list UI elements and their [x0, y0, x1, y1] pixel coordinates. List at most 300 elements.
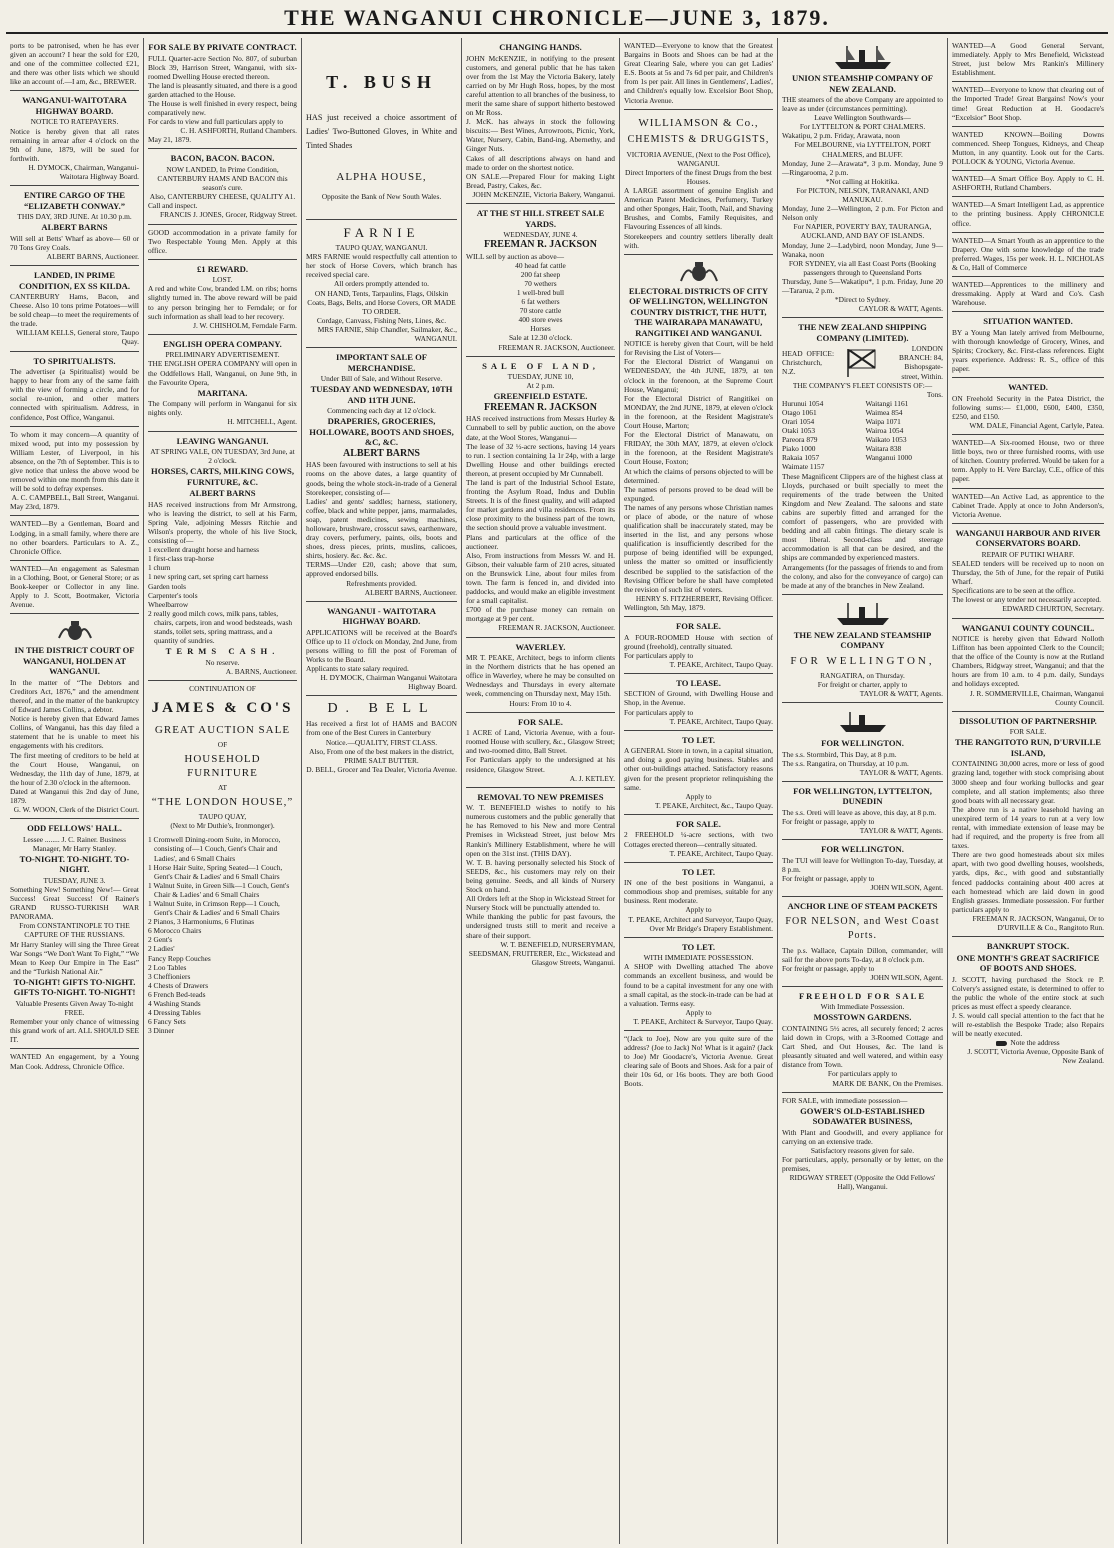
ad-text-4: Plans and particulars at the office of the auctioneer. — [466, 532, 615, 551]
ad-heading: IN THE DISTRICT COURT OF WANGANUI, HOLDEN AT WANGANUI. — [14, 645, 135, 677]
ad-text-4: Valuable Presents Given Away To-night FREE. — [15, 998, 134, 1018]
ad-mosstown-gardens — [782, 987, 943, 1093]
ad-text-5: At which the claims of persons objected to will be determined. — [624, 466, 773, 485]
ad-to-lease — [624, 674, 773, 731]
ad-heading: TO LET. — [681, 866, 716, 877]
ad-heading: CONTINUATION OF — [189, 683, 256, 693]
ad-text: WANTED—An engagement as Salesman in a Clothing, Boot, or General Store; or as Book-keeper or Collector in any line. Apply to J. Scott, Bootmaker, Victoria Avenue. — [10, 563, 139, 610]
ad-heading: SITUATION WANTED. — [983, 316, 1073, 327]
ad-heading: WAVERLEY. — [515, 641, 566, 652]
ad-heading: DISSOLUTION OF PARTNERSHIP. — [959, 715, 1097, 726]
ad-london-house: “THE LONDON HOUSE,” — [151, 796, 294, 809]
ad-note-text: Note the address — [1010, 1038, 1060, 1048]
ad-firm-name: WILLIAMSON & Co., — [638, 116, 759, 129]
ad-text-3: There are two good homesteads about six miles apart, with two good dwelling houses, woolsheds, yards, dips, &c., with good and substantially fenced paddocks containing about 400 acres at each homestead which are laid down in good English grasses. Immediate possession. For further particulars apply to — [952, 850, 1104, 914]
ad-heading: ENGLISH OPERA COMPANY. — [163, 338, 282, 349]
ad-text: GOOD accommodation in a private family for Two Respectable Young Men. Apply at this office. — [148, 227, 297, 255]
list-item: 6 Fancy Sets — [148, 1017, 186, 1027]
ad-signature: W. T. BENEFIELD, NURSERYMAN, SEEDSMAN, FRUITERER, Etc., Wickstead and Glasgow Streets, Wanganui. — [468, 939, 615, 967]
ad-note-2: *Direct to Sydney. — [834, 295, 891, 305]
ad-text: A red and white Cow, branded LM. on ribs; horns slightly turned in. The above reward will be paid to any person bringing her to Ferndale; or for such information as shall lead to her recovery. — [148, 284, 297, 321]
ad-merchandise — [306, 348, 457, 602]
ad-signature: H. DYMOCK, Chairman, Wanganui-Waitotara Highway Board. — [28, 162, 139, 182]
ad-heading: ODD FELLOWS' HALL. — [27, 823, 122, 834]
ad-text: WANTED—Apprentices to the millinery and dressmaking. Apply at Ward and Co's. Cash Warehouse. — [952, 279, 1104, 308]
ad-text: SEALED tenders will be received up to noon on Thursday, the 5th of June, for the repair of Putiki Wharf. — [952, 558, 1104, 587]
column-7 — [948, 38, 1108, 1544]
list-item: 6 French Bed-teads — [148, 989, 206, 999]
ad-text-6: The names of persons proved to be dead will be expunged. — [624, 484, 773, 503]
ad-firm-name: JAMES & CO'S — [151, 699, 294, 716]
ad-signature: CAYLOR & WATT, Agents. — [858, 304, 943, 314]
fleet-ship: Piako 1000 — [782, 444, 816, 454]
ad-heading: WANGANUI HARBOUR AND RIVER CONSERVATORS BOARD. — [955, 527, 1101, 549]
ad-printing-lad — [952, 197, 1104, 232]
ad-text-5: Also, From instructions from Messrs W. and H. Gibson, their valuable farm of 210 acres, situated on the Brunswick Line, about four miles from town. The farm is fenced in, and divided into paddocks, and would make an eligible investment for a small capitalist. — [466, 550, 615, 606]
ad-offices — [782, 344, 943, 380]
fleet-ship: Waitara 838 — [865, 444, 902, 454]
column-2 — [144, 38, 302, 1544]
ad-route-2: For MELBOURNE, via LYTTELTON, PORT CHALMERS, and BLUFF. — [794, 140, 931, 159]
ad-freehold-security — [952, 378, 1104, 435]
ad-text: The TUI will leave for Wellington To-day, Tuesday, at 8 p.m. — [782, 855, 943, 874]
ad-text-2: A LARGE assortment of genuine English and American Patent Medicines, Perfumery, Turkey and other Sponges, Hair, Tooth, Nail, and Shaving Brushes, and Combs, Family Requisites, and Flavouring Essences of all kinds. — [624, 186, 773, 232]
ad-heading: FOR SALE. — [676, 621, 721, 631]
ad-heading: FREEHOLD FOR SALE — [798, 990, 927, 1001]
ad-williamson — [624, 110, 773, 255]
ad-heading: WANGANUI-WAITOTARA HIGHWAY BOARD. — [22, 95, 127, 116]
list-item: 70 store cattle — [519, 306, 562, 316]
ad-subheading: HORSES, CARTS, MILKING COWS, FURNITURE, &C. — [151, 466, 294, 487]
ad-text-2: HAS been favoured with instructions to sell at his rooms on the above dates, a large quantity of goods, being the whole stock-in-trade of a General Storekeeper, consisting of— — [306, 460, 457, 497]
ad-acre-for-sale — [466, 713, 615, 788]
ad-union-steamship — [782, 38, 943, 318]
ad-signature: JOHN WILSON, Agent. — [870, 972, 943, 982]
ad-signature: MARK DE BANK, On the Premises. — [832, 1078, 943, 1088]
ad-date: TUESDAY, JUNE 10, — [507, 372, 574, 382]
ad-d-bell — [306, 696, 457, 778]
ad-auctioneer: ALBERT BARNS — [41, 222, 108, 233]
ad-subheading: WITH IMMEDIATE POSSESSION. — [643, 953, 754, 963]
ad-salesman — [10, 561, 139, 614]
fleet-table — [782, 399, 943, 472]
ad-signature: A. J. KETLEY. — [569, 773, 615, 783]
ad-text: A GENERAL Store in town, in a capital situation, and doing a good paying business. Stables and other out-buildings attached. Satisfactory reasons given for the present proprietor relinquishing the same. — [624, 746, 773, 792]
ad-firm-name: D. BELL — [327, 701, 436, 717]
ad-text-2: The above run is a native leasehold having an unexpired term of 14 years to run at a very low rental, with immediate extension of lease may be had if required, and the property is free from all taxes. — [952, 804, 1104, 851]
ad-text: The s.s. Oreti will leave as above, this day, at 8 p.m. — [782, 807, 937, 817]
ad-text: The p.s. Wallace, Captain Dillon, commander, will sail for the above ports To-day, at 8 o'clock p.m. — [782, 945, 943, 964]
fleet-ship: Pareora 879 — [782, 435, 818, 445]
ad-signature: ALBERT BARNS, Auctioneer. — [364, 587, 457, 597]
ad-bankrupt-stock — [952, 937, 1104, 1069]
ad-run-name: THE RANGITOTO RUN, D'URVILLE ISLAND, — [955, 737, 1101, 758]
ad-text-3: The land is part of the Industrial School Estate, fronting the Asylum Road, Indus and Dublin Streets. It is of the finest quality, and will adapted for market gardens and villa residences. From its close proximity to the business part of the town, the section should prove a valuable investment. — [466, 477, 615, 533]
list-item: 2 Gent's — [148, 935, 173, 945]
ad-removal — [466, 788, 615, 971]
columns — [6, 38, 1108, 1544]
ad-text-4: For particulars, apply, personally or by letter, on the premises, — [782, 1155, 943, 1174]
ad-office-boy — [952, 171, 1104, 197]
fleet-ship: Wanganui 1000 — [865, 453, 912, 463]
ad-signature: FREEMAN R. JACKSON, Auctioneer. — [498, 623, 615, 633]
list-item: 2 really good milch cows, milk pans, tables, chairs, carpets, iron and wood bedsteads, wash stands, toilet sets, spring mattrass, and a quantity of sundries. — [148, 608, 293, 646]
ad-text: WANTED—By a Gentleman, Board and Lodging, in a small family, where there are no other boarders. Particulars to A. Z., Chronicle Office. — [10, 519, 139, 556]
ad-text: MR T. PEAKE, Architect, begs to inform clients in the Northern districts that he has opened an office in Waverley, where he may be consulted on Wednesdays and Thursdays in every alternate week, commencing on Thursday next, May 15th. — [466, 653, 615, 699]
ad-sodawater — [782, 1093, 943, 1196]
list-item: Carpenter's tools — [148, 590, 198, 600]
ad-text: RANGATIRA, on Thursday. — [820, 670, 905, 680]
ad-spiritualists — [10, 352, 139, 427]
ad-signature: RIDGWAY STREET (Opposite the Odd Fellows' Hall), Wanganui. — [789, 1173, 936, 1192]
ad-changing-hands — [466, 38, 615, 204]
ad-text: A SHOP with Dwelling attached The above commands an excellent business, and would be found to be a capital investment for any one with a small capital, as the stock-in-trade can be had at a valuation. Terms easy. — [624, 962, 773, 1008]
list-item: Fancy Repp Couches — [148, 953, 211, 963]
ad-text-2: For particulars apply to — [827, 1069, 898, 1079]
ad-harbour-board — [952, 524, 1104, 619]
ad-destination: FOR NELSON, and West Coast Ports. — [785, 915, 940, 941]
ad-subheading: NOTICE TO RATEPAYERS. — [30, 117, 119, 127]
ad-text-3: Also, From one of the best makers in the district, PRIME SALT BUTTER. — [309, 746, 454, 765]
ad-signature: FREEMAN R. JACKSON, Auctioneer. — [498, 342, 615, 352]
ad-anchor-line — [782, 897, 943, 987]
ad-leaving-wanganui — [148, 432, 297, 681]
ad-heading: FOR SALE. — [676, 818, 721, 829]
ad-text-2: For freight or charter, apply to — [817, 679, 908, 689]
ad-text-5: Refreshments provided. — [346, 578, 417, 588]
fleet-ship: Waipa 1071 — [865, 417, 901, 426]
ad-date: AT SPRING VALE, ON TUESDAY, 3rd June, at 2 o'clock. — [150, 447, 295, 466]
list-item: 70 wethers — [524, 278, 557, 288]
ad-cargo — [10, 186, 139, 266]
ad-sailing-3: Monday, June 2—Wellington, 2 p.m. For Picton and Nelson only — [782, 204, 943, 223]
fleet-ship: Rakaia 1057 — [782, 453, 820, 463]
ad-fleet-heading: THE COMPANY'S FLEET CONSISTS OF:— — [792, 380, 933, 390]
list-item: Wheelbarrow — [148, 599, 189, 609]
ad-business-name: GOWER'S OLD-ESTABLISHED SODAWATER BUSINESS, — [800, 1105, 925, 1127]
list-item: 3 Cheffioniers — [148, 971, 191, 981]
ad-time: Sale at 12.30 o'clock. — [508, 333, 573, 343]
ad-subheading: LOST. — [212, 275, 233, 285]
ad-text: HAS just received a choice assortment of Ladies' Two-Buttoned Gloves, in White and Tinted Shades — [306, 113, 457, 150]
list-item: 40 head fat cattle — [515, 260, 566, 270]
ad-general-servant — [952, 38, 1104, 82]
ad-clearing-out — [952, 82, 1104, 126]
column-5 — [620, 38, 778, 1544]
ad-heading: ELECTORAL DISTRICTS OF CITY OF WELLINGTON, WELLINGTON COUNTRY DISTRICT, THE HUTT, THE WAIRARAPA MANAWATU, RANGITIKEI AND WANGANUI. — [628, 285, 769, 338]
ad-highway-board-foreman — [306, 602, 457, 697]
ad-heading: REMOVAL TO NEW PREMISES — [477, 791, 604, 802]
ad-furnished-rooms — [952, 435, 1104, 488]
column-1 — [6, 38, 144, 1544]
ad-note — [952, 1038, 1104, 1047]
ad-text: The advertiser (a Spiritualist) would be happy to hear from any of the same faith with the view of forming a circle, and for social re-union, and other matters connected with spiritualism. Address, in confidence, Post Office, Wanganui. — [10, 367, 139, 422]
list-item: 1 well-bred bull — [516, 287, 565, 297]
ad-signature: T. PEAKE, Architect, &c., Taupo Quay. — [655, 800, 773, 810]
ad-text-4: For cards to view and full particulars apply to — [148, 117, 284, 127]
ad-head-office: HEAD OFFICE: Christchurch, N.Z. — [782, 348, 834, 376]
ad-text-3: For the Electoral District of Rangitikei on MONDAY, the 2nd JUNE, 1879, at eleven o'clock in the forenoon, at the Resident Magistrate's Court House, Marton; — [624, 393, 773, 431]
ad-text: APPLICATIONS will be received at the Board's Office up to 11 o'clock on Monday, 2nd June, from persons willing to fill the post of Foreman of Works to the Board. — [306, 627, 457, 664]
ad-terms: TERMS CASH. — [165, 646, 280, 657]
ad-fleet-tons: Tons. — [926, 389, 943, 399]
ad-auctioneer: FREEMAN R. JACKSON — [483, 401, 598, 413]
ad-cook — [10, 1049, 139, 1074]
ad-heading: LANDED, IN PRIME CONDITION, EX SS KILDA. — [18, 270, 131, 291]
ad-english-opera — [148, 335, 297, 432]
ad-text-2: Apply to — [685, 791, 712, 801]
ad-general-store — [624, 731, 773, 815]
ad-bacon — [148, 149, 297, 224]
ad-text-2: For freight or passage, apply to — [782, 816, 875, 826]
ad-address: VICTORIA AVENUE, (Next to the Post Office), WANGANUI. — [626, 149, 771, 168]
ad-text: W. T. BENEFIELD wishes to notify to his numerous customers and the public generally that he has Removed to his New and more Central Premises in Wickstead Street, just below Mrs Rankin's Millinery Establishment, where he will open on the 31st inst. (THIS DAY). — [466, 803, 615, 858]
ad-text: FOR SALE, with immediate possession— — [782, 1095, 908, 1105]
ad-board-lodging — [10, 516, 139, 560]
list-item: 4 Dressing Tables — [148, 1008, 201, 1018]
ad-text-2: Applicants to state salary required. — [306, 664, 409, 674]
list-item: 6 Morocco Chairs — [148, 926, 202, 936]
ad-text-2: For particulars apply to — [624, 650, 694, 660]
fleet-ship: Hurunui 1054 — [782, 398, 824, 408]
ad-heading: TO LET. — [681, 734, 716, 745]
list-item: 1 Walnut Suite, in Crimson Repp—1 Couch, Gent's Chair & Ladies' and 6 Small Chairs — [148, 899, 280, 918]
ad-boiling-downs — [952, 127, 1104, 171]
list-item: 6 fat wethers — [521, 297, 560, 307]
ad-firm-name: FARNIE — [343, 225, 420, 241]
ad-text: Direct Importers of the finest Drugs from the best Houses. — [625, 167, 772, 186]
ad-heading: LEAVING WANGANUI. — [176, 435, 269, 446]
ad-route-5: FOR SYDNEY, via all East Coast Ports (Booking passengers through to Queensland Ports — [788, 258, 937, 277]
ad-farnie — [306, 220, 457, 348]
ad-text-2: Arrangements (for the passages of friends to and from the colony, and also for the conveyance of cargo) can be made at any of the branches in New Zealand. — [782, 562, 943, 590]
ad-wood — [10, 427, 139, 517]
ad-text: Will sell at Betts' Wharf as above— 60 or 70 Tons Grey Coals. — [10, 233, 139, 252]
ad-signature: J. SCOTT, Victoria Avenue, Opposite Bank of New Zealand. — [967, 1047, 1104, 1066]
ad-text: Notice is hereby given that all rates remaining in arrear after 4 o'clock on the 9th of June, 1879, will be sued for forthwith. — [10, 126, 139, 163]
fleet-ship: Orari 1054 — [782, 417, 815, 426]
ad-route-3: For PICTON, NELSON, TARANAKI, AND MANUKAU. — [796, 185, 929, 205]
ad-text: BY a Young Man lately arrived from Melbourne, with thorough knowledge of Grocery, Wines, and Spirits; Crockery, &c. First-class references. Eight years experience. Address: R. S., office of this paper. — [952, 327, 1104, 374]
ad-boots-bargains — [624, 38, 773, 110]
list-item: 1 Horse Hair Suite, Spring Seated—1 Couch, Gent's Chair & Ladies' and 6 Small Chairs — [148, 862, 283, 881]
steamship-icon — [782, 43, 943, 71]
list-item: 1 Walnut Suite, in Green Silk—1 Couch, Gent's Chair & Ladies' and 6 Small Chairs — [148, 880, 290, 899]
ad-sale-yards — [466, 204, 615, 357]
ad-shop-to-let — [624, 863, 773, 938]
list-item: 1 churn — [148, 563, 171, 573]
ad-signature: FRANCIS J. JONES, Grocer, Ridgway Street. — [159, 210, 297, 220]
list-item: 1 first-class trap-horse — [148, 554, 215, 564]
ad-text: “(Jack to Joe), Now are you quite sure of the address? (Joe to Jack) No! What is it again? (Jack to Joe) Mr Goodacre's, Victoria Avenue. Great clearing sale of Boots and Shoes. Ask for a pair of their 10s 6d, or 16s boots. They are both Good Boots. — [624, 1034, 773, 1089]
ad-text: WANTED—A Smart Office Boy. Apply to C. H. ASHFORTH, Rutland Chambers. — [952, 174, 1104, 193]
list-item: 4 Washing Stands — [148, 999, 201, 1009]
ad-text-4: ON SALE.—Prepared Flour for making Light Bread, Pastry, Cakes, &c. — [466, 171, 615, 190]
ad-date: WEDNESDAY, JUNE 4. — [503, 230, 578, 239]
ad-heading: TO SPIRITUALISTS. — [33, 355, 116, 366]
ad-for-wellington — [782, 703, 943, 782]
ad-signature: C. H. ASHFORTH, Rutland Chambers. — [180, 126, 297, 136]
ad-heading: SALE OF LAND, — [482, 360, 599, 371]
ad-signature: TAYLOR & WATT, Agents. — [859, 688, 943, 698]
ad-heading: WANGANUI - WAITOTARA HIGHWAY BOARD. — [327, 605, 436, 627]
ad-at: AT — [217, 783, 228, 793]
list-item: 2 Pianos, 3 Harmoniums, 6 Flutinas — [148, 917, 255, 927]
masthead: THE WANGANUI CHRONICLE—JUNE 3, 1879. — [6, 4, 1108, 34]
ad-auctioneer: FREEMAN R. JACKSON — [483, 239, 598, 251]
fleet-ship: Wairoa 1054 — [865, 426, 904, 436]
letter-text: ports to be patronised, when he has ever given an account? I hear the sold for £20, and one of the committee collected £21, and there was other lists which we should like an account of.—I am, &c., BREWER. — [10, 41, 139, 87]
ad-lessee: Lessee ........ J. C. Rainer. Business Manager, Mr Harry Stanley. — [22, 834, 127, 853]
ad-text: NOW LANDED, In Prime Condition, CANTERBURY HAMS AND BACON this season's cure. — [157, 164, 288, 193]
ad-heading: BACON, BACON. BACON. — [170, 153, 275, 164]
ad-text-2: The land is pleasantly situated, and there is a good garden attached to the House. — [148, 80, 298, 99]
ad-reward — [148, 260, 297, 335]
ad-signature: G. W. WOON, Clerk of the District Court. — [13, 805, 139, 815]
ad-text-2: Notice is hereby given that Edward James Collins, of Wanganui, has this day filed a statement that he is unable to meet his engagements with his creditors. — [10, 714, 139, 751]
ad-route-1: For LYTTELTON & PORT CHALMERS. — [799, 122, 926, 132]
ad-text: CONTAINING 5½ acres, all securely fenced; 2 acres laid down in Crops, with a 3-Roomed Cottage and Cart Shed, and Out Houses, &c. The land is pleasantly situated and well watered, and within easy distance from Town. — [782, 1023, 943, 1070]
ad-text-2: For Particulars apply to the undersigned at his residence, Glasgow Street. — [466, 755, 615, 774]
ad-signature: T. PEAKE, Architect, Taupo Quay. — [669, 716, 773, 726]
ad-text-4: While thanking the public for past favours, the undersigned trusts still to merit and receive a share of their support. — [466, 912, 615, 940]
list-item: 1 new spring cart, set spring cart harness — [148, 572, 269, 582]
ad-heading: FOR WELLINGTON, LYTTELTON, DUNEDIN — [793, 785, 932, 807]
ad-text-3: Call and inspect. — [148, 201, 198, 211]
ad-subheading: FOR SALE. — [1009, 727, 1047, 737]
coat-of-arms-icon — [10, 619, 139, 643]
ad-text: MRS FARNIE would respectfully call attention to her stock of Horse Covers, which branch has received special care. — [306, 252, 457, 280]
ad-date: Wellington, 5th May, 1879. — [624, 602, 706, 612]
ad-heading: BANKRUPT STOCK. — [986, 941, 1070, 952]
ad-heading: THE NEW ZEALAND SHIPPING COMPANY (LIMITED). — [798, 322, 927, 343]
ad-signature: JOHN McKENZIE, Victoria Bakery, Wanganui. — [472, 189, 615, 199]
ad-text: WANTED An engagement, by a Young Man Cook. Address, Chronicle Office. — [10, 1052, 139, 1071]
ad-heading: ENTIRE CARGO OF THE “ELIZABETH CONWAY.” — [23, 190, 126, 211]
ad-text-4: TERMS—Under £20, cash; above that sum, approved endorsed bills. — [306, 560, 457, 579]
ad-dissolution — [952, 712, 1104, 937]
list-item: 2 Ladies' — [148, 944, 175, 954]
ad-signature: T. PEAKE, Architect and Surveyor, Taupo Quay, Over Mr Bridge's Drapery Establishment. — [628, 914, 773, 933]
ad-text-2: Leave Wellington Southwards— — [814, 113, 911, 123]
ad-signature: FREEMAN R. JACKSON, Wanganui, Or to D'URVILLE & Co., Rangitoto Run. — [972, 913, 1104, 933]
ad-text: WANTED—A Smart Youth as an apprentice to the Drapery. One with some knowledge of the trade preferred. Wages, 15s per week. H. L. NICHOLAS & Co, Hall of Commerce — [952, 235, 1104, 272]
ad-text: THE ENGLISH OPERA COMPANY will open in the Oddfellows Hall, Wanganui, on June 9th, in the Favourite Opera, — [148, 359, 297, 387]
ad-text-2: Apply to — [685, 905, 712, 915]
ad-waverley — [466, 638, 615, 713]
ad-text-4: Dated at Wanganui this 2nd day of June, 1879. — [10, 786, 139, 806]
ad-text-4: Cordage, Canvass, Fishing Nets, Lines, &c. — [316, 315, 447, 325]
steamship-icon — [782, 600, 943, 628]
ad-heading: WANGANUI COUNTY COUNCIL. — [961, 622, 1095, 633]
ad-text: The s.s. Stormbird, This Day, at 8 p.m. — [782, 749, 897, 759]
ad-signature: TAYLOR & WATT, Agents. — [859, 767, 943, 777]
ad-text-2: Apply to — [685, 1007, 712, 1017]
ad-text: ON Freehold Security in the Patea District, the following sums:— £1,000, £600, £400, £350, £250, and £150. — [952, 393, 1104, 421]
ad-heading: £1 REWARD. — [196, 263, 249, 274]
ad-auctioneer: ALBERT BARNS — [189, 488, 256, 499]
ad-text: NOTICE is hereby given that Court, will be held for Revising the List of Voters— — [624, 339, 773, 358]
ad-electoral — [624, 255, 773, 617]
ad-text-3: Cakes of all descriptions always on hand and made to order on the shortest notice. — [466, 153, 615, 172]
ad-private-contract — [148, 38, 297, 149]
ad-text: SECTION of Ground, with Dwelling House and Shop, in the Avenue. — [624, 689, 773, 708]
ad-millinery — [952, 277, 1104, 312]
ad-text: Under Bill of Sale, and Without Reserve. — [320, 374, 443, 384]
ad-signature: T. PEAKE, Architect, Taupo Quay. — [669, 848, 773, 858]
ad-sailing-4: Monday, June 2—Ladybird, noon Monday, June 9—Wanaka, noon — [782, 240, 943, 259]
ad-trade: CHEMISTS & DRUGGISTS, — [627, 133, 770, 145]
fleet-ship: Waimate 1157 — [782, 462, 825, 472]
list-item: 200 fat sheep — [520, 269, 561, 279]
ad-text: FULL Quarter-acre Section No. 807, of suburban Block 39, Harrison Street, Wanganui, with six-roomed Dwelling House erected thereon. — [148, 53, 297, 81]
ad-highway-board — [10, 91, 139, 186]
ad-furniture: HOUSEHOLD FURNITURE — [184, 753, 261, 780]
ad-date: May 23rd, 1879. — [10, 502, 60, 512]
ad-signature: A. C. CAMPBELL, Ball Street, Wanganui. — [11, 493, 139, 503]
ad-four-roomed-house — [624, 617, 773, 674]
ad-signature: WILLIAM KELLS, General store, Taupo Quay. — [16, 328, 139, 347]
ad-text-2: From CONSTANTINOPLE TO THE CAPTURE OF THE RUSSIANS. — [19, 921, 130, 940]
ad-signature: A. BARNS, Auctioneer. — [225, 666, 297, 676]
ad-route-4: For NAPIER, POVERTY BAY, TAURANGA, AUCKLAND, AND BAY OF ISLANDS. — [793, 222, 932, 241]
ad-text-2: The s.s. Rangatira, on Thursday, at 10 p.m. — [782, 758, 909, 768]
ad-estate: MOSSTOWN GARDENS. — [813, 1012, 912, 1023]
fleet-ship: Waikato 1053 — [865, 435, 907, 445]
ad-text-3: Ladies' and gents' saddles; harness, stationery, coffee, black and white pepper, jams, marmalades, soap, patent medicines, sewing machines, holloware, brushware, crosscut saws, earthenware, dray covers, perfumery, paints, oils, boots and shoes, dress pieces, prints, muslins, calicoes, shirts, hosiery. &c. &c. &c. — [306, 496, 457, 561]
ad-county-council — [952, 619, 1104, 712]
ad-text-7: The names of any persons whose Christian names or place of abode, or the nature of whose qualification shall be inaccurately stated, may be inserted in the list, and any persons whose qualification is insufficiently described for the purpose of being identified will be expunged, unless the matter so omitted or insufficiently described be supplied to the satisfaction of the Revising Officer before he shall have completed the revision of such list of voters. — [624, 502, 773, 594]
ad-text: To whom it may concern—A quantity of mixed wood, put into my possession by William Lester, of Liverpool, in his absence, on the 7th of September. This is to give notice that unless the above wood be removed within one month from this date it will be sold to defray expenses. — [10, 429, 139, 494]
ad-text-2: All orders promptly attended to. — [333, 279, 430, 289]
ad-subheading: DRAPERIES, GROCERIES, HOLLOWARE, BOOTS AND SHOES, &C, &C. — [309, 416, 454, 448]
ad-text-6: £700 of the purchase money can remain on mortgage at 9 per cent. — [466, 605, 615, 624]
steamship-icon — [782, 708, 943, 736]
ad-sailing-5: Thursday, June 5—Wakatipu*, 1 p.m. Friday, June 20—Tararua, 2 p.m. — [782, 276, 943, 295]
ad-text: J. SCOTT, having purchased the Stock re P. Colvery's assigned estate, is determined to offer to the public the whole of the entire stock at such prices as must effect a speedy clearance. — [952, 974, 1104, 1011]
ad-text: 1 ACRE of Land, Victoria Avenue, with a four-roomed House with scullery, &c., Glasgow Street; and two-roomed ditto, Ball Street. — [466, 728, 615, 756]
ad-signature: T. PEAKE, Architect, Taupo Quay. — [669, 659, 773, 669]
ad-address: TAUPO QUAY, — [198, 812, 247, 822]
list-item: 2 Loo Tables — [148, 962, 187, 972]
ad-text: Something New! Something New!— Great Success! Great Success! Of Rainer's GRAND RUSSO-TURKISH WAR PANORAMA. — [10, 885, 139, 922]
ad-heading: FOR SALE. — [518, 716, 563, 727]
ad-sale-title: GREAT AUCTION SALE — [154, 723, 291, 736]
ad-subheading: REPAIR OF PUTIKI WHARF. — [981, 549, 1075, 559]
ad-note-1: *Not calling at Hokitika. — [825, 176, 900, 186]
ad-text: WANTED—A Good General Servant, immediately. Apply to Mrs Benefield, Wickstead Street, just below Mrs Rankin's Millinery Establishment. — [952, 41, 1104, 78]
ad-text: CANTERBURY Hams, Bacon, and Cheese. Also 10 tons prime Potatoes—will be sold cheap—to meet the requirements of the trade. — [10, 292, 139, 329]
ad-date: TUESDAY, JUNE 3. — [43, 875, 106, 885]
ad-heading: FOR WELLINGTON. — [821, 844, 904, 855]
ad-heading: TO LEASE. — [676, 677, 721, 688]
column-6 — [778, 38, 948, 1544]
ad-text-2: Notice.—QUALITY, FIRST CLASS. — [325, 737, 438, 747]
ad-subheading: PRELIMINARY ADVERTISEMENT. — [165, 350, 280, 360]
ad-date: TUESDAY AND WEDNESDAY, 10TH AND 11TH JUNE. — [310, 384, 453, 405]
list-item: 1 excellent draught horse and harness — [148, 545, 260, 555]
fleet-ship: Waimea 854 — [865, 407, 903, 417]
ad-nz-steamship — [782, 595, 943, 703]
ad-situation-wanted — [952, 312, 1104, 378]
ad-signature: MRS FARNIE, Ship Chandler, Sailmaker, &c., WANGANUI. — [317, 324, 457, 344]
ad-text: JOHN McKENZIE, in notifying to the present customers, and general public that he has taken over from the 1st May the Victoria Bakery, lately carried on by Mr Hugh Ross, hopes, by the most careful attention to all branches of the business, to merit the same share of support hitherto bestowed on Mr Ross. — [466, 53, 615, 118]
ad-text-3: Satisfactory reasons given for sale. — [810, 1145, 915, 1155]
ad-james-co — [148, 681, 297, 1040]
letter-brewer — [10, 38, 139, 91]
ad-reserve: No reserve. — [205, 657, 240, 667]
coat-of-arms-icon — [624, 260, 773, 284]
